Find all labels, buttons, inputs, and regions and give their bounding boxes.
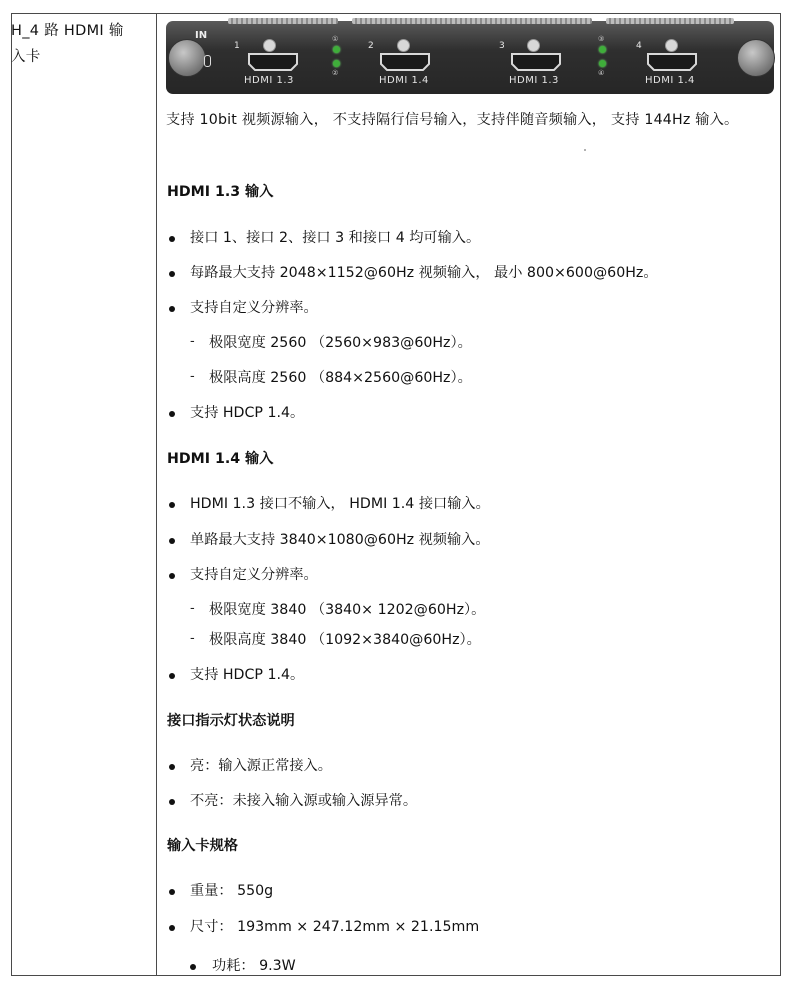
vent-strip bbox=[352, 18, 592, 24]
bullet-icon bbox=[169, 538, 175, 544]
bullet-icon bbox=[169, 889, 175, 895]
bullet-icon bbox=[169, 764, 175, 770]
status-led bbox=[333, 46, 340, 53]
sub-list-item: 极限宽度 2560 （2560×983@60Hz）。 bbox=[209, 335, 472, 351]
list-item: 尺寸： 193mm × 247.12mm × 21.15mm bbox=[190, 919, 480, 935]
list-item: 支持自定义分辨率。 bbox=[190, 567, 318, 583]
list-item: 支持 HDCP 1.4。 bbox=[190, 667, 305, 683]
hdmi-port-icon bbox=[247, 52, 299, 72]
list-item: 单路最大支持 3840×1080@60Hz 视频输入。 bbox=[190, 532, 490, 548]
section-heading-hdmi14: HDMI 1.4 输入 bbox=[167, 451, 274, 467]
list-item: 不亮：未接入输入源或输入源异常。 bbox=[190, 793, 418, 809]
bullet-icon bbox=[190, 964, 196, 970]
sub-list-item: 极限宽度 3840 （3840× 1202@60Hz）。 bbox=[209, 602, 486, 618]
port-number: 4 bbox=[636, 41, 642, 51]
led-mark: ① bbox=[332, 35, 339, 43]
section-heading-hdmi13: HDMI 1.3 输入 bbox=[167, 184, 274, 200]
port-screw bbox=[527, 39, 540, 52]
column-divider bbox=[156, 14, 157, 975]
sub-list-item: 极限高度 3840 （1092×3840@60Hz）。 bbox=[209, 632, 481, 648]
sub-list-item: 极限高度 2560 （884×2560@60Hz）。 bbox=[209, 370, 472, 386]
in-label: IN bbox=[195, 30, 208, 41]
list-item: 重量： 550g bbox=[190, 883, 274, 899]
status-led bbox=[599, 46, 606, 53]
intro-paragraph: 支持 10bit 视频源输入， 不支持隔行信号输入，支持伴随音频输入， 支持 144Hz 输入。 bbox=[166, 112, 739, 128]
dash-icon: - bbox=[190, 631, 195, 646]
port-screw bbox=[665, 39, 678, 52]
list-item: 每路最大支持 2048×1152@60Hz 视频输入， 最小 800×600@60Hz。 bbox=[190, 265, 658, 281]
status-led bbox=[599, 60, 606, 67]
hdmi-port-icon bbox=[510, 52, 562, 72]
list-item: 支持 HDCP 1.4。 bbox=[190, 405, 305, 421]
bullet-icon bbox=[169, 799, 175, 805]
bullet-icon bbox=[169, 502, 175, 508]
stray-dot bbox=[584, 149, 586, 151]
bullet-icon bbox=[169, 673, 175, 679]
vent-strip bbox=[228, 18, 338, 24]
dash-icon: - bbox=[190, 334, 195, 349]
port-label: HDMI 1.4 bbox=[379, 75, 429, 86]
left-thumb-screw bbox=[168, 39, 206, 77]
audio-icon bbox=[204, 55, 211, 67]
port-number: 2 bbox=[368, 41, 374, 51]
port-number: 1 bbox=[234, 41, 240, 51]
hdmi-port-icon bbox=[379, 52, 431, 72]
bullet-icon bbox=[169, 236, 175, 242]
list-item: 接口 1、接口 2、接口 3 和接口 4 均可输入。 bbox=[190, 230, 481, 246]
bullet-icon bbox=[169, 925, 175, 931]
list-item: HDMI 1.3 接口不输入， HDMI 1.4 接口输入。 bbox=[190, 496, 490, 512]
led-mark: ④ bbox=[598, 69, 605, 77]
port-label: HDMI 1.4 bbox=[645, 75, 695, 86]
list-item: 功耗： 9.3W bbox=[212, 958, 296, 974]
dash-icon: - bbox=[190, 601, 195, 616]
status-led bbox=[333, 60, 340, 67]
port-label: HDMI 1.3 bbox=[244, 75, 294, 86]
led-mark: ③ bbox=[598, 35, 605, 43]
list-item: 支持自定义分辨率。 bbox=[190, 300, 318, 316]
bullet-icon bbox=[169, 411, 175, 417]
port-screw bbox=[263, 39, 276, 52]
card-name-cell: H_4 路 HDMI 输入卡 bbox=[11, 23, 124, 65]
led-mark: ② bbox=[332, 69, 339, 77]
right-thumb-screw bbox=[737, 39, 775, 77]
bullet-icon bbox=[169, 573, 175, 579]
hdmi-port-icon bbox=[646, 52, 698, 72]
port-number: 3 bbox=[499, 41, 505, 51]
hdmi-input-card-panel bbox=[166, 21, 774, 94]
dash-icon: - bbox=[190, 369, 195, 384]
section-heading-specs: 输入卡规格 bbox=[167, 838, 238, 854]
vent-strip bbox=[606, 18, 734, 24]
port-screw bbox=[397, 39, 410, 52]
section-heading-led-status: 接口指示灯状态说明 bbox=[167, 713, 295, 729]
bullet-icon bbox=[169, 271, 175, 277]
port-label: HDMI 1.3 bbox=[509, 75, 559, 86]
list-item: 亮：输入源正常接入。 bbox=[190, 758, 332, 774]
bullet-icon bbox=[169, 306, 175, 312]
